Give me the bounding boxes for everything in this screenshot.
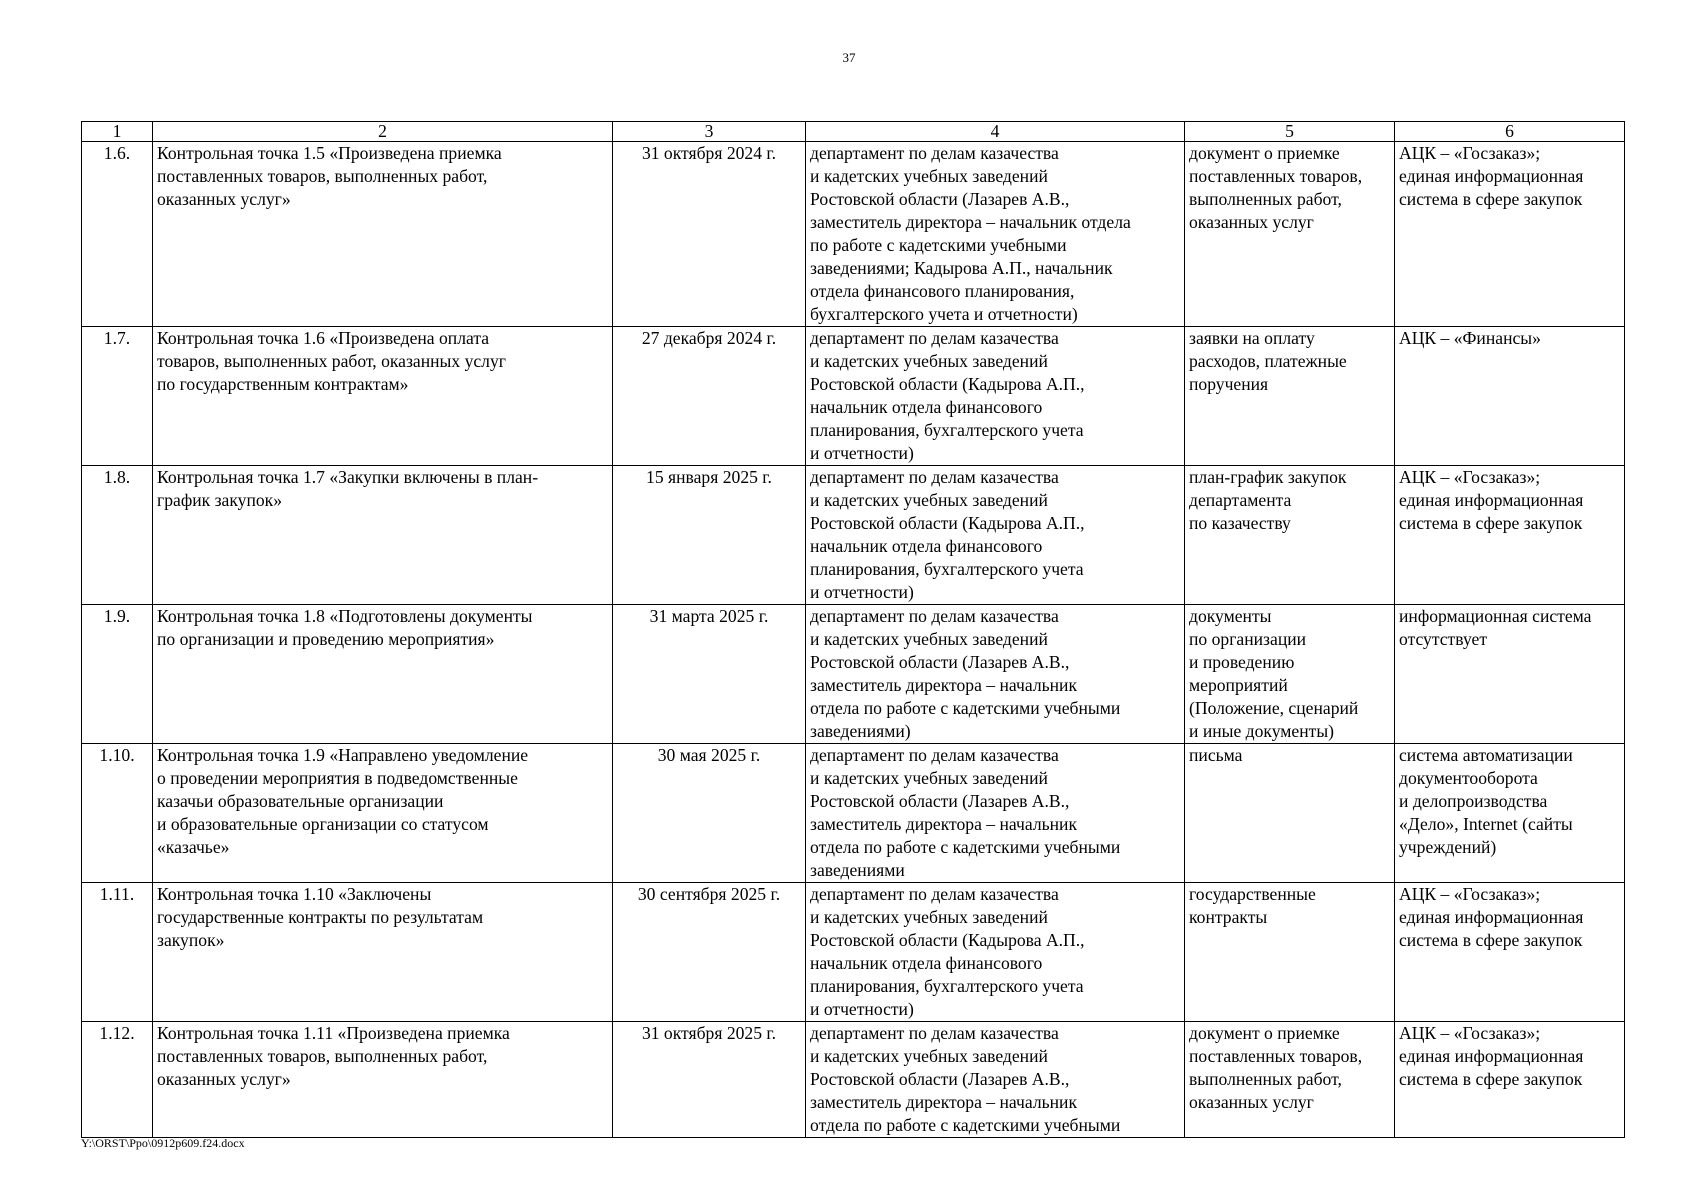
table-row [82, 605, 1625, 744]
info-system-cell: АЦК – «Госзаказ»; единая информационная система в сфере закупок [1395, 883, 1625, 1022]
responsible-cell: департамент по делам казачества и кадетских учебных заведений Ростовской области (Кадырова А.П., начальник отдела финансового планирования, бухгалтерского учета и отчетности) [806, 327, 1185, 466]
document-cell: документ о приемке поставленных товаров, выполненных работ, оказанных услуг [1185, 142, 1395, 327]
table-row [82, 327, 1625, 466]
control-point-cell: Контрольная точка 1.6 «Произведена оплата товаров, выполненных работ, оказанных услуг по государственным контрактам» [153, 327, 613, 466]
table-row [82, 744, 1625, 883]
plan-table [81, 121, 1625, 1138]
control-point-cell: Контрольная точка 1.5 «Произведена приемка поставленных товаров, выполненных работ, оказанных услуг» [153, 142, 613, 327]
info-system-cell: АЦК – «Госзаказ»; единая информационная система в сфере закупок [1395, 466, 1625, 605]
table-row [82, 142, 1625, 327]
info-system-cell: система автоматизации документооборота и делопроизводства «Дело», Internet (сайты учреждений) [1395, 744, 1625, 883]
due-date-cell: 30 сентября 2025 г. [613, 883, 806, 1022]
document-cell: документ о приемке поставленных товаров, выполненных работ, оказанных услуг [1185, 1022, 1395, 1138]
info-system-cell: информационная система отсутствует [1395, 605, 1625, 744]
document-cell: письма [1185, 744, 1395, 883]
control-point-cell: Контрольная точка 1.11 «Произведена приемка поставленных товаров, выполненных работ, оказанных услуг» [153, 1022, 613, 1138]
due-date-cell: 27 декабря 2024 г. [613, 327, 806, 466]
control-point-cell: Контрольная точка 1.8 «Подготовлены документы по организации и проведению мероприятия» [153, 605, 613, 744]
info-system-cell: АЦК – «Госзаказ»; единая информационная система в сфере закупок [1395, 1022, 1625, 1138]
table-row [82, 883, 1625, 1022]
row-number: 1.11. [82, 883, 153, 1022]
control-point-cell: Контрольная точка 1.9 «Направлено уведомление о проведении мероприятия в подведомственные казачьи образовательные организации и образовательные организации со статусом «казачье» [153, 744, 613, 883]
responsible-cell: департамент по делам казачества и кадетских учебных заведений Ростовской области (Кадырова А.П., начальник отдела финансового планирования, бухгалтерского учета и отчетности) [806, 883, 1185, 1022]
row-number: 1.8. [82, 466, 153, 605]
page-number: 37 [842, 50, 856, 65]
row-number: 1.9. [82, 605, 153, 744]
due-date-cell: 31 марта 2025 г. [613, 605, 806, 744]
row-number: 1.7. [82, 327, 153, 466]
column-header: 5 [1185, 122, 1395, 142]
row-number: 1.12. [82, 1022, 153, 1138]
document-cell: заявки на оплату расходов, платежные поручения [1185, 327, 1395, 466]
table-header-row [82, 122, 1625, 142]
column-header: 3 [613, 122, 806, 142]
due-date-cell: 31 октября 2024 г. [613, 142, 806, 327]
row-number: 1.6. [82, 142, 153, 327]
control-point-cell: Контрольная точка 1.10 «Заключены государственные контракты по результатам закупок» [153, 883, 613, 1022]
document-cell: документы по организации и проведению мероприятий (Положение, сценарий и иные документы) [1185, 605, 1395, 744]
responsible-cell: департамент по делам казачества и кадетских учебных заведений Ростовской области (Лазарев А.В., заместитель директора – начальник отдела по работе с кадетскими учебными заведениями) [806, 605, 1185, 744]
responsible-cell: департамент по делам казачества и кадетских учебных заведений Ростовской области (Кадырова А.П., начальник отдела финансового планирования, бухгалтерского учета и отчетности) [806, 466, 1185, 605]
document-cell: план-график закупок департамента по казачеству [1185, 466, 1395, 605]
responsible-cell: департамент по делам казачества и кадетских учебных заведений Ростовской области (Лазарев А.В., заместитель директора – начальник отдела по работе с кадетскими учебными [806, 1022, 1185, 1138]
row-number: 1.10. [82, 744, 153, 883]
due-date-cell: 15 января 2025 г. [613, 466, 806, 605]
table-row [82, 466, 1625, 605]
info-system-cell: АЦК – «Госзаказ»; единая информационная система в сфере закупок [1395, 142, 1625, 327]
responsible-cell: департамент по делам казачества и кадетских учебных заведений Ростовской области (Лазарев А.В., заместитель директора – начальник отдела по работе с кадетскими учебными заведениями [806, 744, 1185, 883]
responsible-cell: департамент по делам казачества и кадетских учебных заведений Ростовской области (Лазарев А.В., заместитель директора – начальник отдела по работе с кадетскими учебными заведениями; Кадырова А.П., начальник отдела финансового планирования, бухгалтерского учета и отчетности) [806, 142, 1185, 327]
column-header: 6 [1395, 122, 1625, 142]
file-path-footer: Y:\ORST\Ppo\0912p609.f24.docx [81, 1136, 245, 1150]
document-cell: государственные контракты [1185, 883, 1395, 1022]
info-system-cell: АЦК – «Финансы» [1395, 327, 1625, 466]
column-header: 1 [82, 122, 153, 142]
due-date-cell: 30 мая 2025 г. [613, 744, 806, 883]
column-header: 2 [153, 122, 613, 142]
due-date-cell: 31 октября 2025 г. [613, 1022, 806, 1138]
table-row [82, 1022, 1625, 1138]
control-point-cell: Контрольная точка 1.7 «Закупки включены в план- график закупок» [153, 466, 613, 605]
column-header: 4 [806, 122, 1185, 142]
